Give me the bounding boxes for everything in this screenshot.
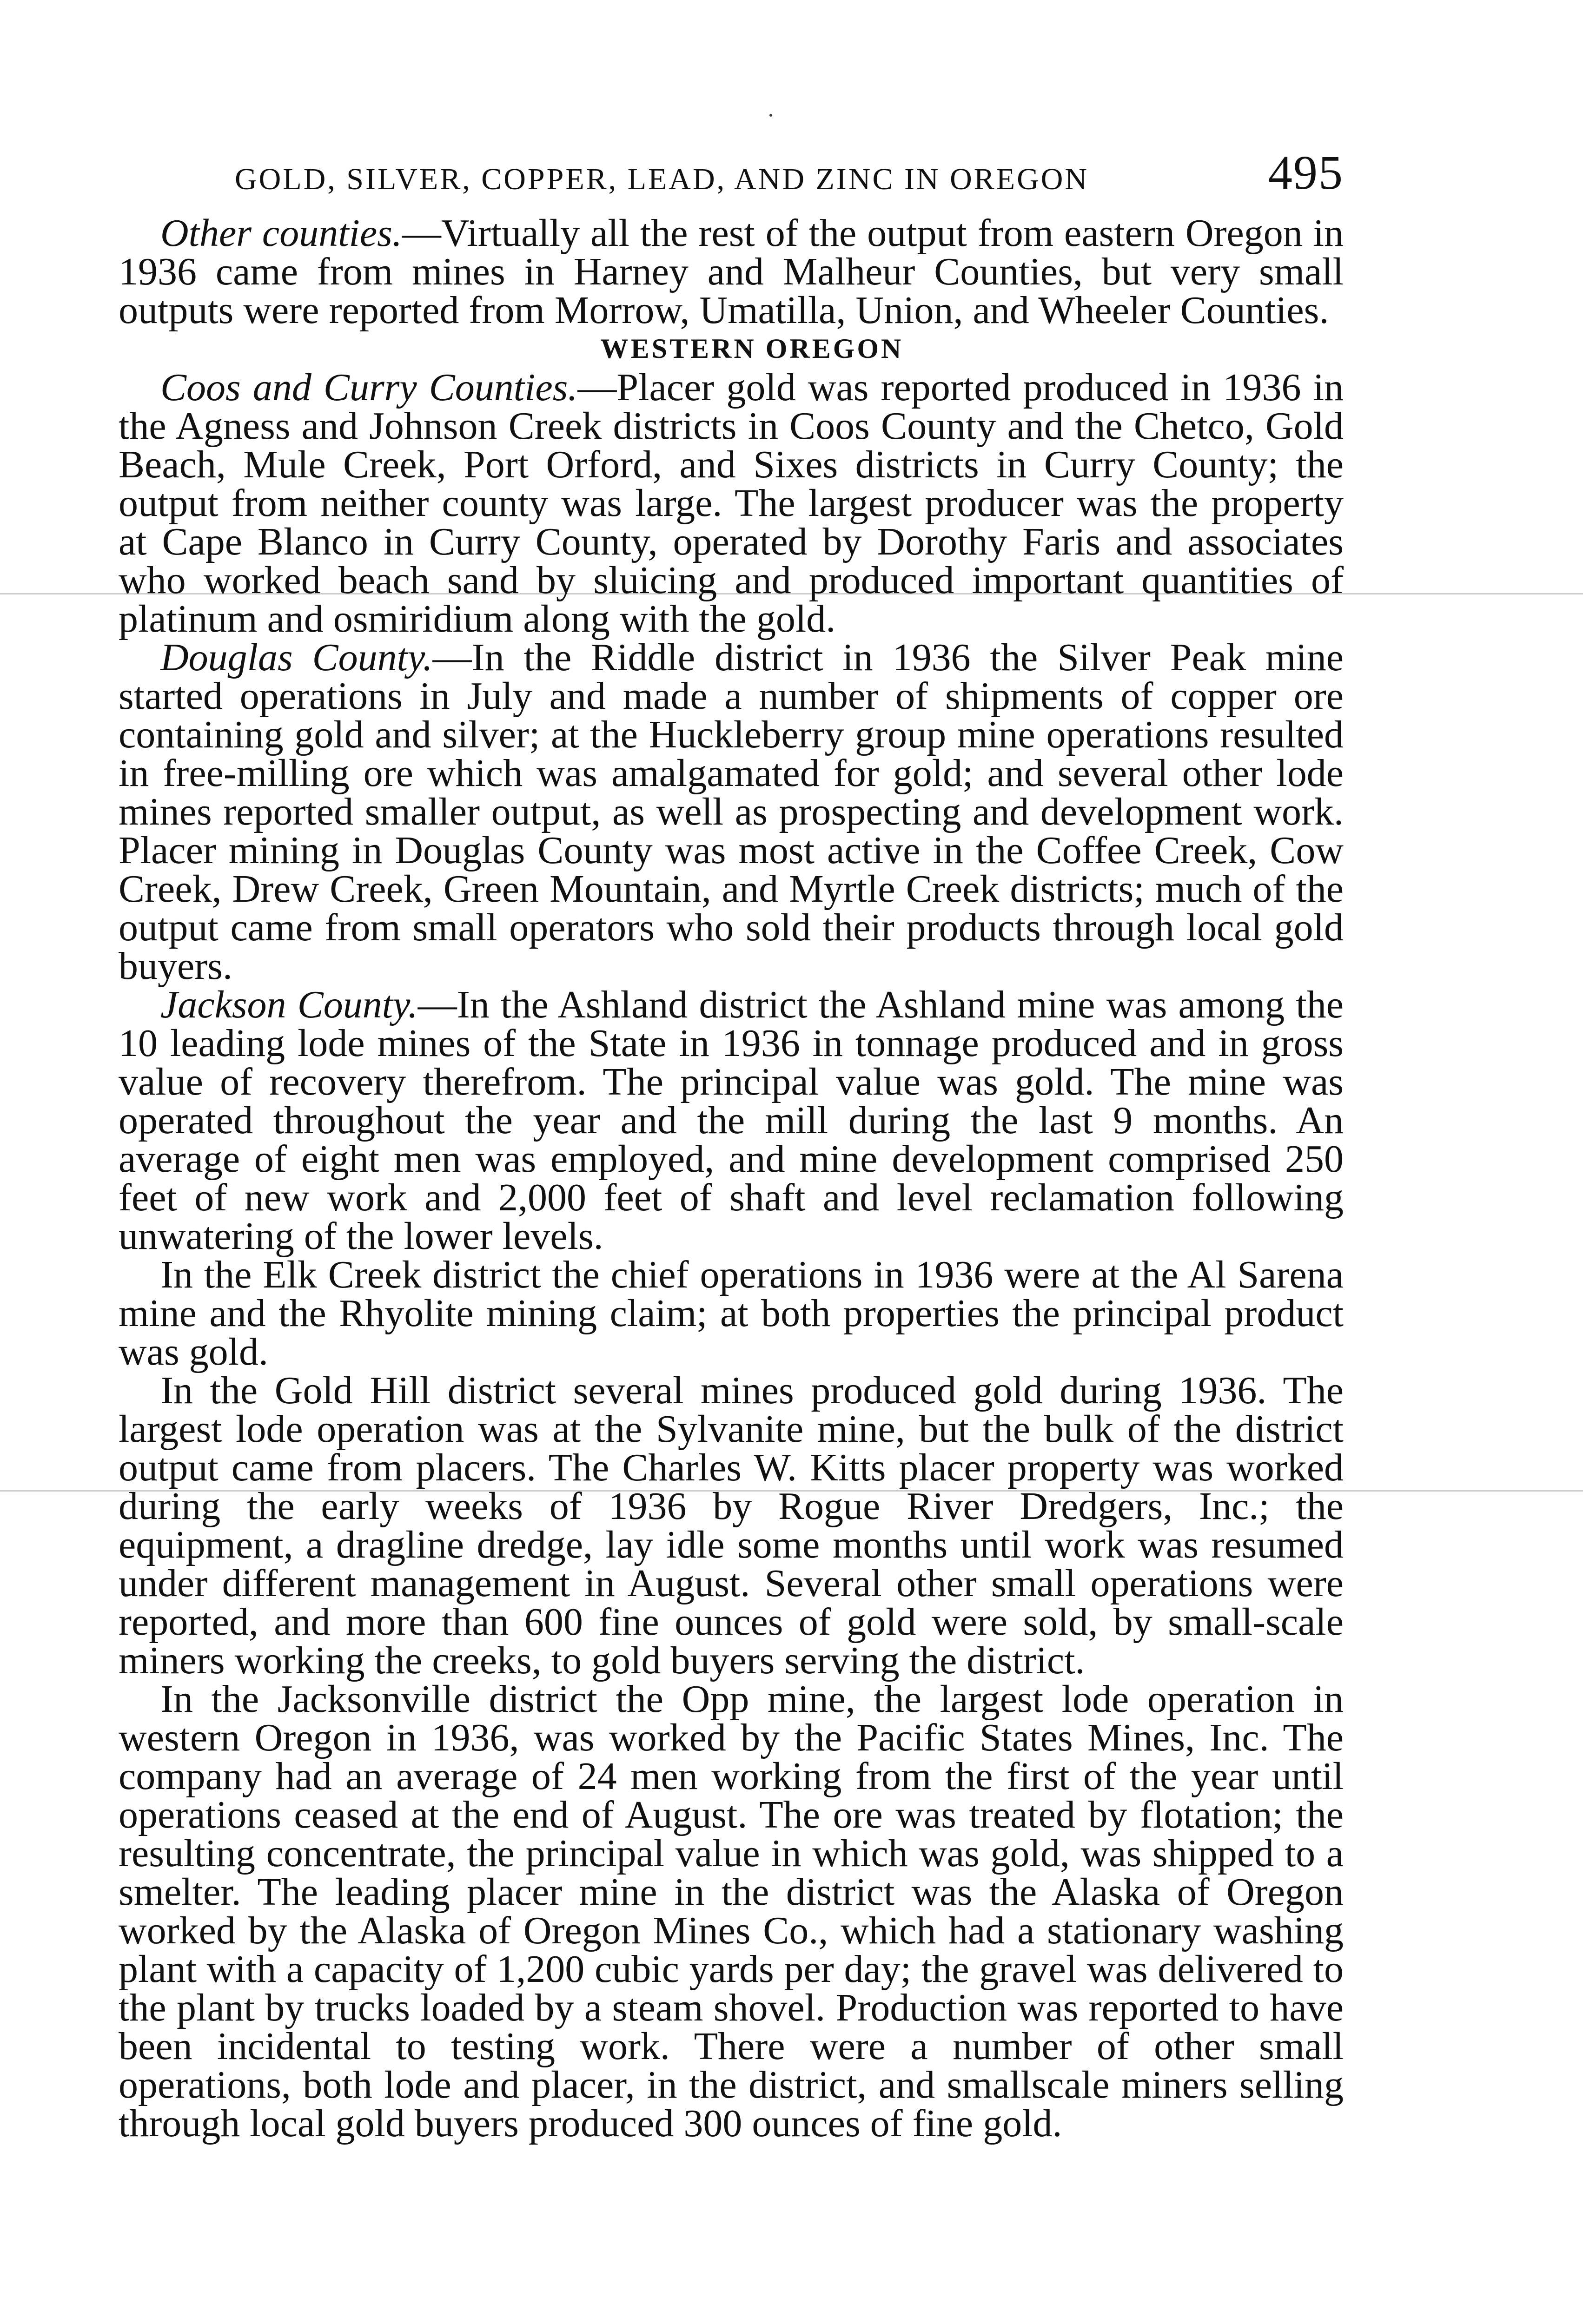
paragraph-lead: Douglas County. [160, 636, 433, 679]
paragraph-douglas [119, 636, 1344, 988]
paragraph-lead: Coos and Curry Counties. [160, 366, 578, 409]
paragraph-coos-curry [119, 368, 1344, 638]
scan-speck [769, 114, 772, 117]
section-heading-western-oregon: WESTERN OREGON [600, 333, 904, 364]
running-head [235, 144, 1344, 214]
paragraph-elk-creek: In the Elk Creek district the chief operations in 1936 were at the Al Sarena mine and the Rhyolite mining claim; at both properties the principal product was gold. [119, 1253, 1344, 1373]
page-number: 495 [1268, 146, 1344, 199]
paragraph-text: —Virtually all the rest of the output from eastern Oregon in 1936 came from mines in Harney and Malheur Counties, but very small outputs were reported from Morrow, Umatilla, Union, and Wheeler Counties. [119, 211, 1344, 332]
paragraph-text: —Placer gold was reported produced in 1936 in the Agness and Johnson Creek districts in Coos County and the Chetco, Gold Beach, Mule Creek, Port Orford, and Sixes districts in Curry County; the output from neither county was large. The largest producer was the property at Cape Blanco in Curry County, operated by Dorothy Faris and associates who worked beach sand by sluicing and produced important quantities of platinum and osmiridium along with the gold. [119, 366, 1344, 640]
body-text [119, 211, 1344, 2145]
paragraph-text: —In the Riddle district in 1936 the Silver Peak mine started operations in July and made a number of shipments of copper ore containing gold and silver; at the Huckleberry group mine operations resulted in free-milling ore which was amalgamated for gold; and several other lode mines reported smaller output, as well as prospecting and development work. Placer mining in Douglas County was most active in the Coffee Creek, Cow Creek, Drew Creek, Green Mountain, and Myrtle Creek districts; much of the output came from small operators who sold their products through local gold buyers. [119, 636, 1344, 988]
paragraph-jacksonville: In the Jacksonville district the Opp mine, the largest lode operation in western Oregon in 1936, was worked by the Pacific States Mines, Inc. The company had an average of 24 men working from the first of the year until operations ceased at the end of August. The ore was treated by flotation; the resulting concentrate, the principal value in which was gold, was shipped to a smelter. The leading placer mine in the district was the Alaska of Oregon worked by the Alaska of Oregon Mines Co., which had a stationary washing plant with a capacity of 1,200 cubic yards per day; the gravel was delivered to the plant by trucks loaded by a steam shovel. Production was reported to have been incidental to testing work. There were a number of other small operations, both lode and placer, in the district, and smallscale miners selling through local gold buyers produced 300 ounces of fine gold. [119, 1677, 1344, 2145]
paragraph-jackson [119, 983, 1344, 1258]
document-page [119, 144, 1344, 2143]
paragraph-gold-hill: In the Gold Hill district several mines produced gold during 1936. The largest lode operation was at the Sylvanite mine, but the bulk of the district output came from placers. The Charles W. Kitts placer property was worked during the early weeks of 1936 by Rogue River Dredgers, Inc.; the equipment, a dragline dredge, lay idle some months until work was resumed under different management in August. Several other small operations were reported, and more than 600 fine ounces of gold were sold, by small-scale miners working the creeks, to gold buyers serving the district. [119, 1369, 1344, 1682]
paragraph-other-counties [119, 211, 1344, 332]
paragraph-lead: Other counties. [160, 211, 402, 255]
running-head-title: GOLD, SILVER, COPPER, LEAD, AND ZINC IN OREGON [235, 162, 1089, 196]
paragraph-text: —In the Ashland district the Ashland mine was among the 10 leading lode mines of the State in 1936 in tonnage produced and in gross value of recovery therefrom. The principal value was gold. The mine was operated throughout the year and the mill during the last 9 months. An average of eight men was employed, and mine development comprised 250 feet of new work and 2,000 feet of shaft and level reclamation following unwatering of the lower levels. [119, 983, 1344, 1258]
paragraph-lead: Jackson County. [160, 983, 418, 1026]
